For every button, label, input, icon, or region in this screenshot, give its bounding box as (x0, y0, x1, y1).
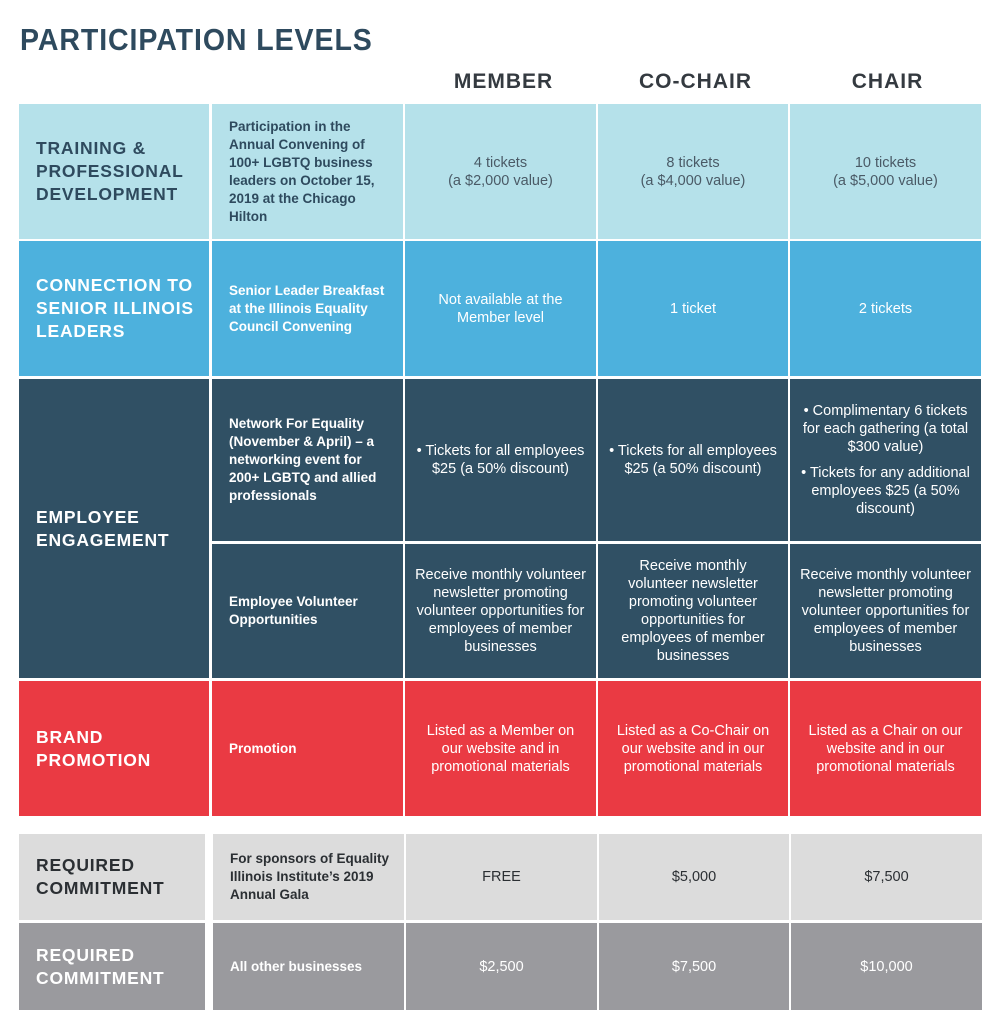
category-commitment-other: REQUIRED COMMITMENT (19, 923, 205, 1010)
cochair-brand: Listed as a Co-Chair on our website and in our promotional materials (598, 681, 788, 816)
chair-volunteer: Receive monthly volunteer newsletter promoting volunteer opportunities for employees of member businesses (790, 544, 981, 678)
cochair-commitment-other: $7,500 (599, 923, 789, 1010)
chair-connection: 2 tickets (790, 241, 981, 376)
chair-training: 10 tickets (a $5,000 value) (790, 104, 981, 239)
chair-network: • Complimentary 6 tickets for each gathering (a total $300 value) • Tickets for any additional employees $25 (a 50% discount) (790, 379, 981, 541)
description-connection: Senior Leader Breakfast at the Illinois Equality Council Convening (212, 241, 403, 376)
column-header-member: MEMBER (453, 70, 554, 93)
category-brand: BRAND PROMOTION (19, 681, 209, 816)
cochair-network: • Tickets for all employees $25 (a 50% discount) (598, 379, 788, 541)
chair-commitment-other: $10,000 (791, 923, 982, 1010)
description-volunteer: Employee Volunteer Opportunities (212, 544, 403, 678)
cochair-commitment-sponsors: $5,000 (599, 834, 789, 920)
cochair-training: 8 tickets (a $4,000 value) (598, 104, 788, 239)
member-brand: Listed as a Member on our website and in promotional materials (405, 681, 596, 816)
category-commitment-sponsors: REQUIRED COMMITMENT (19, 834, 205, 920)
cochair-volunteer: Receive monthly volunteer newsletter promoting volunteer opportunities for employees of member businesses (598, 544, 788, 678)
category-training: TRAINING & PROFESSIONAL DEVELOPMENT (19, 104, 209, 239)
member-commitment-other: $2,500 (406, 923, 597, 1010)
member-training: 4 tickets (a $2,000 value) (405, 104, 596, 239)
member-volunteer: Receive monthly volunteer newsletter promoting volunteer opportunities for employees of member businesses (405, 544, 596, 678)
description-commitment-sponsors: For sponsors of Equality Illinois Institute’s 2019 Annual Gala (213, 834, 404, 920)
column-header-co-chair: CO-CHAIR (639, 70, 752, 93)
category-engagement: EMPLOYEE ENGAGEMENT (19, 379, 209, 678)
description-commitment-other: All other businesses (213, 923, 404, 1010)
description-network: Network For Equality (November & April) – a networking event for 200+ LGBTQ and allied professionals (212, 379, 403, 541)
category-connection: CONNECTION TO SENIOR ILLINOIS LEADERS (19, 241, 209, 376)
member-commitment-sponsors: FREE (406, 834, 597, 920)
cochair-connection: 1 ticket (598, 241, 788, 376)
member-connection: Not available at the Member level (405, 241, 596, 376)
column-header-chair: CHAIR (851, 70, 924, 93)
chair-brand: Listed as a Chair on our website and in our promotional materials (790, 681, 981, 816)
chair-commitment-sponsors: $7,500 (791, 834, 982, 920)
page-title: PARTICIPATION LEVELS (20, 22, 373, 57)
description-brand: Promotion (212, 681, 403, 816)
description-training: Participation in the Annual Convening of 100+ LGBTQ business leaders on October 15, 2019 at the Chicago Hilton (212, 104, 403, 239)
member-network: • Tickets for all employees $25 (a 50% discount) (405, 379, 596, 541)
